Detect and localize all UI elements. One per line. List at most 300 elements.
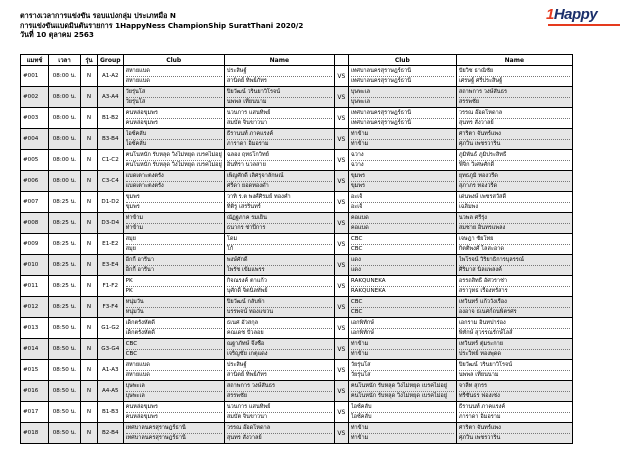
team2-club-line-2: วัยรุ่นโส	[351, 370, 454, 380]
table-row	[21, 150, 573, 171]
vs-label: VS	[334, 150, 348, 171]
table-row	[21, 129, 573, 150]
team2-club	[348, 234, 456, 255]
team2-names-line-1: ยุทธภูมิ ทองวรีด	[458, 173, 498, 179]
team1-names-line-2: อินทิรา นวลสาย	[227, 160, 332, 170]
team2-names-line-1: วรรณ อ๊อดโหดาล	[458, 110, 503, 116]
team1-club-line-1: คนหล่อขุมพร	[125, 110, 158, 116]
team2-club-line-1: เทศบาลนครสุราษฎร์ธานี	[350, 110, 412, 116]
team1-club-line-2: เทศบาลนครสุราษฎร์ธานี	[126, 433, 222, 443]
team1-club-line-2: วัยรุ่นโส	[126, 97, 222, 107]
team2-names-line-1: อรรถสิทธิ์ อัศวราช่า	[458, 278, 508, 284]
team1-names	[224, 234, 334, 255]
team1-names-line-2: โก้	[227, 244, 332, 254]
team1-club-line-2: คนหล่อขุมพร	[126, 118, 222, 128]
table-row	[21, 171, 573, 192]
team2-club	[348, 318, 456, 339]
team1-names-line-1: พงษ์ศักดิ์	[226, 257, 248, 263]
team1-club-line-1: บุษพะเล	[125, 383, 145, 389]
match-rank: N	[81, 129, 98, 150]
team1-club-line-2: PK	[126, 286, 222, 296]
team2-names-line-2: ศิริมาส นิลแพลงค์	[459, 265, 570, 275]
team2-club	[348, 66, 456, 87]
team1-club	[123, 171, 224, 192]
match-time: 08:50 น.	[49, 318, 81, 339]
team2-names-line-1: เจษฎา ชัยโทย	[458, 236, 494, 242]
match-time: 08:50 น.	[49, 402, 81, 423]
team1-club-line-2: สหายแบด	[126, 76, 222, 86]
match-time: 08:50 น.	[49, 381, 81, 402]
team1-club	[123, 192, 224, 213]
team2-club-line-1: ฅนโนหนัก รับหลุด วิ่งไม่หยุด เบรคไม่อยู่	[350, 383, 448, 389]
vs-label: VS	[334, 108, 348, 129]
team2-names-line-1: จาลีท สุกรร	[458, 383, 487, 389]
team2-names-line-2: กิตติพงศ์ ไลสะอาด	[459, 244, 570, 254]
vs-label: VS	[334, 423, 348, 444]
match-group: A4-A5	[98, 381, 124, 402]
team2-names-line-2: ประวิทย์ ทองพุดด	[459, 349, 570, 359]
team2-names-line-1: นวพล ศรีรุ่ง	[458, 215, 487, 221]
team1-club	[123, 150, 224, 171]
match-number: #017	[21, 402, 49, 423]
match-number: #016	[21, 381, 49, 402]
vs-label: VS	[334, 297, 348, 318]
team2-club-line-1: เอกพิทักษ์	[350, 320, 374, 326]
match-group: E1-E2	[98, 234, 124, 255]
table-row	[21, 402, 573, 423]
team2-names-line-2: ทรีซันธร ฟองเซ่ง	[459, 391, 570, 401]
team2-names-line-1: ปิยวัฒน์ วรินยาวิโรจน์	[458, 362, 513, 368]
team1-club-line-1: สหายแบด	[125, 68, 150, 74]
header-event: การแข่งขันแบดมินตันรายการ 1HappyNess ChampionShip SuratThani 2020/2	[20, 20, 304, 30]
team2-names-line-1: สถาพการ วงษ์สันธร	[458, 89, 507, 95]
team1-names-line-2: สมบัต จินขาวนา	[227, 118, 332, 128]
team1-names	[224, 87, 334, 108]
team2-names-line-1: ธีรานนท์ ภาคแรงค์	[458, 404, 506, 410]
team2-names	[456, 66, 572, 87]
vs-label: VS	[334, 276, 348, 297]
vs-label: VS	[334, 129, 348, 150]
team1-club	[123, 87, 224, 108]
team2-names-line-2: เศรษฐ์ ศรีประสิษฐ์	[459, 76, 570, 86]
match-number: #011	[21, 276, 49, 297]
team1-names-line-2: เจริญชัย เกตุแดง	[227, 349, 332, 359]
team1-club-line-1: ท่าข้าม	[125, 215, 144, 221]
team1-names-line-2: ภาราดา อิมอราม	[227, 139, 332, 149]
team2-names	[456, 297, 572, 318]
logo-text: Happy	[553, 6, 598, 23]
team2-names-line-1: เอกราม อินทปาร่อง	[458, 320, 506, 326]
team2-names-line-2: องอาจ ธเนศก์ถนพิตรศร	[459, 307, 570, 317]
team1-club-line-1: เทศบาลนครสุราษฎร์ธานี	[125, 425, 186, 431]
team1-names-line-2: สมบัต จินขาวนา	[227, 412, 332, 422]
match-time: 08:25 น.	[49, 213, 81, 234]
table-row	[21, 66, 573, 87]
team1-club-line-1: หนุ่มวัน	[125, 299, 144, 305]
col-name2: Name	[456, 55, 572, 66]
match-time: 08:25 น.	[49, 192, 81, 213]
vs-label: VS	[334, 87, 348, 108]
team2-club-line-2: CBC	[351, 307, 454, 317]
team1-names-line-1: ประสิษฐ์	[226, 68, 247, 74]
team1-names-line-1: วาทิ ร.ต พงศ์ศิรมย์ ทองคำ	[226, 194, 291, 200]
match-group: C1-C2	[98, 150, 124, 171]
team2-names-line-2: ศุภวิน เพชรวาริน	[459, 139, 570, 149]
match-number: #004	[21, 129, 49, 150]
team1-names-line-1: ฉลอง ฤทธโกวิทย์	[226, 152, 269, 158]
team2-names	[456, 108, 572, 129]
col-time: เวลา	[49, 55, 81, 66]
team1-club-line-1: CBC	[125, 341, 138, 347]
match-rank: N	[81, 192, 98, 213]
team1-club-line-1: เด็กตรังหัตดี	[125, 320, 155, 326]
team2-club-line-2: แดง	[351, 265, 454, 275]
team1-names-line-1: ธเนศ อัวสกุล	[226, 320, 259, 326]
team2-club-line-2: อะเจ้ิ	[351, 202, 454, 212]
team1-club	[123, 360, 224, 381]
match-group: B3-B4	[98, 129, 124, 150]
match-time: 08:00 น.	[49, 87, 81, 108]
team1-names-line-2: สานิตย์ ทิพย์ภัทร	[227, 76, 332, 86]
team2-names-line-2: นพพล เทียนนาม	[459, 370, 570, 380]
team2-club-line-1: ท่าข้าม	[350, 131, 369, 137]
match-number: #002	[21, 87, 49, 108]
match-group: D1-D2	[98, 192, 124, 213]
header-title: ตารางเวลาการแข่งขัน รอบแบ่งกลุ่ม ประเภทมือ N	[20, 11, 176, 20]
team1-names-line-2: นพพล เทียนนาม	[227, 97, 332, 107]
team1-club	[123, 129, 224, 150]
vs-label: VS	[334, 318, 348, 339]
match-group: B2-B4	[98, 423, 124, 444]
team2-club	[348, 150, 456, 171]
team1-club-line-1: แบดเตาะตงตรัง	[125, 173, 164, 179]
team1-names-line-1: ปิยวัฒน์ กลับพ้า	[226, 299, 265, 305]
team2-club-line-2: RAKQUNEKA	[351, 286, 454, 296]
team1-names	[224, 381, 334, 402]
table-row	[21, 360, 573, 381]
team2-club-line-1: ท่าข้าม	[350, 425, 369, 431]
team1-names-line-2: สานิตย์ ทิพย์ภัทร	[227, 370, 332, 380]
team1-club-line-2: ฅนโนหนัก รับหลุด วิ่งไม่หยุด เบรคไม่อยู่	[125, 161, 222, 168]
team1-club	[123, 108, 224, 129]
team2-club	[348, 255, 456, 276]
col-match: แมทช์	[21, 55, 49, 66]
table-row	[21, 381, 573, 402]
team1-club-line-1: ฅนโนหนัก รับหลุด วิ่งไม่หยุด เบรคไม่อยู่	[125, 152, 222, 158]
team2-club	[348, 402, 456, 423]
team2-names-line-2: สรรพชัย	[459, 97, 570, 107]
vs-label: VS	[334, 171, 348, 192]
team2-club-line-2: คอแบด	[351, 223, 454, 233]
match-number: #003	[21, 108, 49, 129]
team2-club	[348, 213, 456, 234]
match-group: A1-A3	[98, 360, 124, 381]
col-club1: Club	[123, 55, 224, 66]
document-header	[20, 11, 303, 40]
match-rank: N	[81, 213, 98, 234]
team2-club-line-1: ท่าข้าม	[350, 341, 369, 347]
match-rank: N	[81, 108, 98, 129]
team2-club-line-2: บุษพะเล	[351, 97, 454, 107]
team2-names-line-1: ศาริตา จันทร์แพง	[458, 131, 501, 137]
team2-club-line-1: CBC	[350, 299, 363, 305]
logo-underline	[548, 24, 620, 26]
match-rank: N	[81, 234, 98, 255]
team1-names	[224, 150, 334, 171]
team1-names	[224, 276, 334, 297]
team2-club-line-1: CBC	[350, 236, 363, 242]
match-rank: N	[81, 318, 98, 339]
team2-names-line-2: พิทักษ์ สุวรรณรักษ์ไลส์	[459, 328, 570, 338]
team2-names-line-1: เด่นพงษ์ เพชรสวัสดิ์	[458, 194, 507, 200]
team1-club	[123, 381, 224, 402]
team1-club-line-1: คนหล่อขุมพร	[125, 404, 158, 410]
team1-club-line-2: ขุมพร	[126, 202, 222, 212]
team1-names-line-1: เพ็ญศักดิ์ เลิศรุจาลักษณ์	[226, 173, 284, 179]
match-group: A1-A2	[98, 66, 124, 87]
team2-club-line-2: เทศบาลนครสุราษฎร์ธานี	[351, 76, 454, 86]
team2-names	[456, 213, 572, 234]
match-rank: N	[81, 339, 98, 360]
match-rank: N	[81, 171, 98, 192]
match-number: #006	[21, 171, 49, 192]
team2-club-line-1: อะเจ้ิ	[350, 194, 363, 200]
match-group: F1-F2	[98, 276, 124, 297]
match-time: 08:50 น.	[49, 423, 81, 444]
table-row	[21, 297, 573, 318]
team2-names-line-1: ภูมิพันธ์ ภูมิประสิทธิ์	[458, 152, 507, 158]
team2-names	[456, 318, 572, 339]
team2-names	[456, 171, 572, 192]
team2-club-line-2: ท่าข้าม	[351, 433, 454, 443]
team2-club	[348, 171, 456, 192]
match-group: A3-A4	[98, 87, 124, 108]
match-rank: N	[81, 255, 98, 276]
team1-club	[123, 402, 224, 423]
team1-club	[123, 276, 224, 297]
team1-names-line-1: วรรณ อ๊อดโหดาล	[226, 425, 271, 431]
team1-names-line-1: ประสิษฐ์	[226, 362, 247, 368]
team2-club-line-1: RAKQUNEKA	[350, 278, 386, 284]
match-group: G3-G4	[98, 339, 124, 360]
table-row	[21, 192, 573, 213]
team2-names	[456, 402, 572, 423]
logo-prefix: 1	[546, 6, 554, 23]
team2-club-line-1: คอแบด	[350, 215, 369, 221]
match-number: #005	[21, 150, 49, 171]
team1-club	[123, 213, 224, 234]
match-group: B1-B3	[98, 402, 124, 423]
table-row	[21, 276, 573, 297]
match-time: 08:50 น.	[49, 339, 81, 360]
table-row	[21, 255, 573, 276]
team2-club-line-2: ไอซ์คลับ	[351, 412, 454, 422]
team1-club-line-1: PK	[125, 278, 133, 284]
team1-names	[224, 297, 334, 318]
team1-names	[224, 423, 334, 444]
table-row	[21, 234, 573, 255]
table-row	[21, 423, 573, 444]
table-header-row	[21, 55, 573, 66]
team1-names-line-2: สรรพชัย	[227, 391, 332, 401]
team2-names	[456, 129, 572, 150]
team2-club	[348, 297, 456, 318]
match-rank: N	[81, 150, 98, 171]
team1-club-line-2: แบดเตาะตงตรัง	[126, 181, 222, 191]
team2-names-line-2: สมชาย อินทรแพลง	[459, 223, 570, 233]
team2-club-line-1: ฉวาง	[350, 152, 364, 158]
team1-club-line-1: วัยรุ่นโส	[125, 89, 146, 95]
team1-club	[123, 318, 224, 339]
team2-club	[348, 192, 456, 213]
team2-names	[456, 255, 572, 276]
match-group: C3-C4	[98, 171, 124, 192]
match-number: #001	[21, 66, 49, 87]
team1-club	[123, 255, 224, 276]
team2-club-line-2: ท่าข้าม	[351, 349, 454, 359]
table-row	[21, 108, 573, 129]
match-number: #007	[21, 192, 49, 213]
team1-club	[123, 297, 224, 318]
match-time: 08:00 น.	[49, 171, 81, 192]
team2-names-line-1: ศาริตา จันทร์แพง	[458, 425, 501, 431]
team2-names-line-2: ศุภวิน เพชรวาริน	[459, 433, 570, 443]
col-rank: รุ่น	[81, 55, 98, 66]
match-rank: N	[81, 66, 98, 87]
team1-club-line-1: สหายแบด	[125, 362, 150, 368]
team2-names-line-1: ไพโรจน์ วิริยาธิการบุลรรณ์	[458, 257, 524, 263]
team1-club-line-1: ไอซ์คลับ	[125, 131, 147, 137]
team1-names-line-1: ธีรานนท์ ภาคแรงค์	[226, 131, 274, 137]
match-time: 08:00 น.	[49, 129, 81, 150]
col-name1: Name	[224, 55, 334, 66]
team2-names-line-2: สราวุทธ เรืองทรัสาร	[459, 286, 570, 296]
team2-club	[348, 360, 456, 381]
team1-club-line-2: อีกกี้ อารีนา	[126, 265, 222, 275]
table-row	[21, 318, 573, 339]
vs-label: VS	[334, 255, 348, 276]
team1-names-line-1: ปิยวัฒน์ วรินยาวิโรจน์	[226, 89, 281, 95]
team1-names-line-2: ธนากร ช่าปีการ	[227, 223, 332, 233]
team2-names	[456, 339, 572, 360]
team1-names	[224, 171, 334, 192]
team1-names-line-2: บรรพจน์ ทองแขวน	[227, 307, 332, 317]
team2-club-line-2: ท่าข้าม	[351, 139, 454, 149]
match-number: #015	[21, 360, 49, 381]
team1-club-line-2: หนุ่มวัน	[126, 307, 222, 317]
col-vs	[334, 55, 348, 66]
table-row	[21, 87, 573, 108]
team1-club	[123, 339, 224, 360]
match-group: E3-E4	[98, 255, 124, 276]
team2-club-line-1: ไอซ์คลับ	[350, 404, 372, 410]
match-number: #018	[21, 423, 49, 444]
team1-names	[224, 318, 334, 339]
vs-label: VS	[334, 339, 348, 360]
schedule-rows	[21, 66, 573, 444]
team2-club	[348, 108, 456, 129]
vs-label: VS	[334, 234, 348, 255]
team1-club-line-1: ขุมพร	[125, 194, 140, 200]
team1-names-line-1: ณัฏฐภาค รมเย็น	[226, 215, 267, 221]
team1-names-line-2: ไพรัช เข้มแพรร	[227, 265, 332, 275]
table-row	[21, 339, 573, 360]
match-number: #012	[21, 297, 49, 318]
happy-logo	[546, 6, 622, 30]
team2-names-line-1: ปัยวิช ธาณิชัย	[458, 68, 494, 74]
team2-club-line-2: ฉวาง	[351, 160, 454, 170]
vs-label: VS	[334, 381, 348, 402]
match-time: 08:25 น.	[49, 234, 81, 255]
team2-club-line-1: บุษพะเล	[350, 89, 371, 95]
team2-club-line-2: เอกพิทักษ์	[351, 328, 454, 338]
match-group: D3-D4	[98, 213, 124, 234]
match-rank: N	[81, 402, 98, 423]
team2-names-line-2: สุภาภร ทองวรีด	[459, 181, 570, 191]
header-date: วันที่ 10 ตุลาคม 2563	[20, 30, 94, 40]
team2-names-line-2: สุนทร สังวาลย์	[459, 118, 570, 128]
match-rank: N	[81, 276, 98, 297]
match-time: 08:00 น.	[49, 108, 81, 129]
team1-club-line-2: คนหล่อขุมพร	[126, 412, 222, 422]
match-time: 08:25 น.	[49, 255, 81, 276]
team2-club	[348, 276, 456, 297]
match-rank: N	[81, 423, 98, 444]
team1-names-line-1: ณฐาภัทษ์ จึงซื้อ	[226, 341, 265, 347]
match-number: #010	[21, 255, 49, 276]
team1-names-line-1: สถาพการ วงษ์สันธร	[226, 383, 275, 389]
team2-club-line-2: CBC	[351, 244, 454, 254]
match-time: 08:25 น.	[49, 297, 81, 318]
team2-club-line-2: ฅนโนหนัก รับหลุด วิ่งไม่หยุด เบรคไม่อยู่	[351, 391, 454, 401]
team1-club	[123, 423, 224, 444]
team2-club	[348, 339, 456, 360]
team1-names-line-1: กิจณรงค์ ตาแก้ว	[226, 278, 267, 284]
team1-club-line-1: สมุย	[125, 236, 136, 242]
team2-names	[456, 192, 572, 213]
team1-names	[224, 192, 334, 213]
team1-club-line-2: ไอซ์คลับ	[126, 139, 222, 149]
team2-club-line-1: แดง	[350, 257, 361, 263]
match-time: 08:50 น.	[49, 360, 81, 381]
team2-names	[456, 423, 572, 444]
team1-club-line-2: สหายแบด	[126, 370, 222, 380]
team2-names-line-2: ภาราดา อิมอราม	[459, 412, 570, 422]
team1-names-line-2: คณเดช ปัวลอย	[227, 328, 332, 338]
team2-club	[348, 87, 456, 108]
vs-label: VS	[334, 192, 348, 213]
team2-club	[348, 423, 456, 444]
vs-label: VS	[334, 360, 348, 381]
team1-names	[224, 255, 334, 276]
match-group: G1-G2	[98, 318, 124, 339]
match-rank: N	[81, 360, 98, 381]
team1-names-line-1: นวนการ แสนทิพย์	[226, 110, 271, 116]
match-rank: N	[81, 297, 98, 318]
team1-names-line-1: นวนการ แสนทิพย์	[226, 404, 271, 410]
team2-names	[456, 276, 572, 297]
match-group: B1-B2	[98, 108, 124, 129]
team2-names	[456, 360, 572, 381]
match-number: #009	[21, 234, 49, 255]
vs-label: VS	[334, 213, 348, 234]
team1-names-line-2: ทิติรู เสรรินทร์	[227, 202, 332, 212]
match-number: #008	[21, 213, 49, 234]
team2-names-line-1: เทวินทร์ ตุ่มระกาย	[458, 341, 503, 347]
schedule-table	[20, 54, 573, 444]
team1-club-line-2: CBC	[126, 349, 222, 359]
team1-club-line-2: ท่าข้าม	[126, 223, 222, 233]
